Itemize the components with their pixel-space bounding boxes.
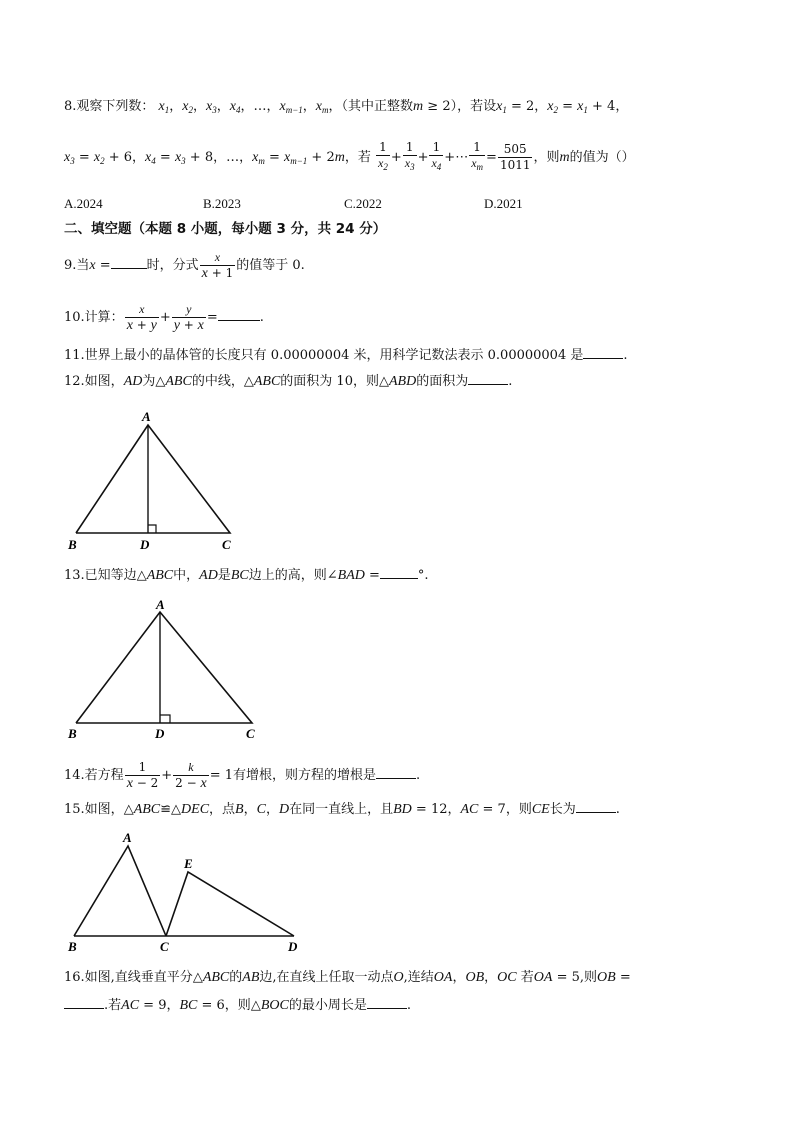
q8-prefix: 8.观察下列数： [64,99,155,114]
fig13-label-a: A [156,597,165,612]
q8-option-c: C.2022 [344,196,382,211]
fig13-label-b: B [68,726,77,741]
fig15-label-b: B [68,939,77,954]
q8-option-a: A.2024 [64,196,103,211]
q11: 11.世界上最小的晶体管的长度只有 0.00000004 米，用科学记数法表示 0.00000004 是 . [64,348,628,363]
q9: 9.当x = 时，分式 $\frac{x}{x + 1}$ 的值等于 0. [64,250,305,281]
q8-rhs-num: 505 [498,142,533,158]
fig12-label-a: A [142,409,151,424]
q12: 12.如图，AD为△ABC的中线，△ABC的面积为 10，则△ABD的面积为 . [64,374,513,389]
q8-mid: （其中正整数 [341,99,414,114]
fig15-label-e: E [184,856,193,871]
fig15-label-d: D [288,939,298,954]
q8-line1: 8.观察下列数： $x_1$，$x_2$，$x_3$，$x_4$，…，$x_{m-1}$，$x_m$，（其中正整数m ≥ 2），若设$x_1 = 2$，$x_2 = x_1 + 4$， [64,99,629,115]
fig13-label-c: C [246,726,255,741]
fig15-label-c: C [160,939,169,954]
q8-option-b: B.2023 [203,196,241,211]
figure-q15-triangles [62,830,312,955]
q8-option-d: D.2021 [484,196,523,211]
fig12-label-d: D [140,537,150,552]
q10: 10.计算： $\frac{x}{x + y}$ + $\frac{y}{y + x}$ = . [64,302,264,333]
q8-then: ，若 [344,150,371,165]
q16-line2: .若AC = 9，BC = 6，则△BOC的最小周长是 . [64,996,411,1015]
fig13-label-d: D [155,726,165,741]
figure-q13-triangle [62,596,282,746]
q8-suffix: ），若设 [450,99,497,114]
fig15-label-a: A [123,830,132,845]
q16-line1: 16.如图,直线垂直平分△ABC的AB边,在直线上任取一动点O,连结OA，OB，OC 若OA = 5,则OB = [64,970,631,985]
q8-end: 的值为（） [569,150,635,165]
fig12-label-b: B [68,537,77,552]
figure-q12-triangle [60,405,260,555]
q8-ask: ，则 [533,150,560,165]
q8-rhs-den: 1011 [499,158,531,172]
fig12-label-c: C [222,537,231,552]
q8-line2: $x_3 = x_2 + 6$，$x_4 = x_3 + 8$，…，$x_m = x_{m-1} + 2m$，若 $\frac{1}{x_2}$ + $\frac{1}{x_3}$ + $\frac{1}{x_4}$ +⋯ $\frac{1}{x_m}$ = $\frac{505}{1011}$ ，则m的值为（） [64,140,635,172]
q14: 14.若方程 $\frac{1}{x - 2}$ + $\frac{k}{2 - x}$ = 1有增根，则方程的增根是 . [64,760,421,791]
q15: 15.如图，△ABC≌△DEC，点B，C，D在同一直线上，且BD = 12，AC = 7，则CE长为 . [64,802,620,817]
q13: 13.已知等边△ABC中，AD是BC边上的高，则∠BAD = °. [64,568,429,583]
section-title: 二、填空题（本题 8 小题，每小题 3 分，共 24 分） [64,221,387,237]
